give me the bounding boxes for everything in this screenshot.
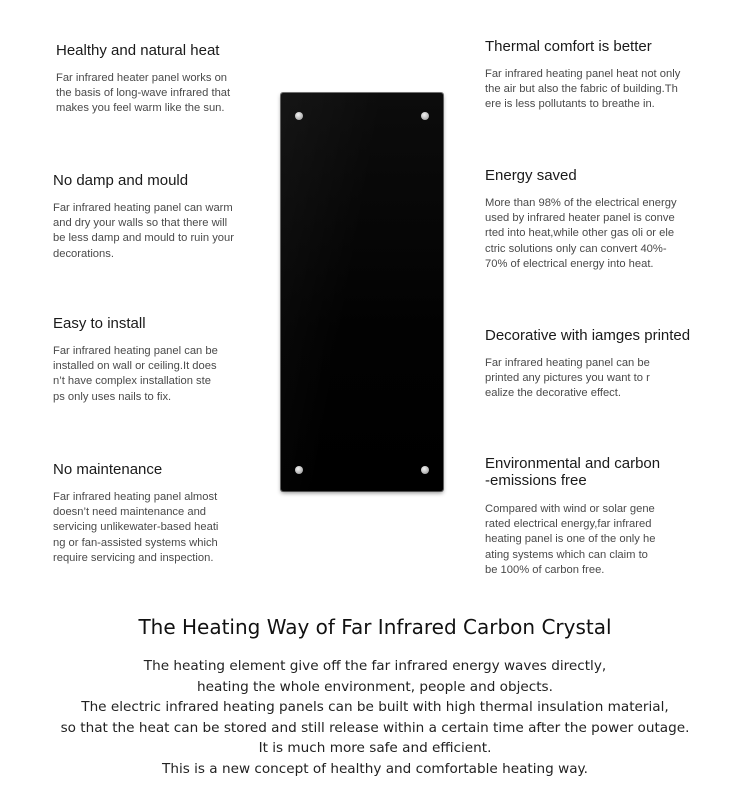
- feature-text: Far infrared heating panel heat not only the air but also the fabric of building.Th ere is less pollutants to breathe in.: [485, 68, 681, 111]
- feature-text: Far infrared heating panel can be printed any pictures you want to r ealize the decorative effect.: [485, 357, 650, 400]
- feature-title: Thermal comfort is better: [485, 38, 652, 55]
- description-line: heating the whole environment, people and objects.: [197, 678, 553, 695]
- screw-top-left: [295, 112, 303, 120]
- description-line: so that the heat can be stored and still release within a certain time after the power outage.: [60, 719, 690, 736]
- heating-panel-image: [281, 93, 443, 491]
- feature-title: Healthy and natural heat: [56, 42, 220, 59]
- feature-title: No maintenance: [53, 461, 163, 478]
- feature-decorative: [485, 327, 720, 402]
- section-heading: The Heating Way of Far Infrared Carbon Crystal: [138, 615, 612, 639]
- feature-text: Far infrared heating panel can warm and dry your walls so that there will be less damp and mould to ruin your decorations.: [53, 202, 234, 260]
- feature-no-damp: [53, 172, 268, 262]
- feature-title: Decorative with iamges printed: [485, 327, 691, 344]
- section-description: [0, 656, 750, 779]
- feature-text: Compared with wind or solar gene rated electrical energy,far infrared heating panel is one of the only he ating systems which can claim to be 100% of carbon free.: [485, 503, 656, 576]
- description-line: It is much more safe and efficient.: [258, 740, 492, 756]
- feature-text: Far infrared heating panel can be installed on wall or ceiling.It does n’t have complex installation ste ps only uses nails to fix.: [53, 345, 218, 403]
- feature-title: No damp and mould: [53, 172, 189, 189]
- feature-healthy-heat: [56, 42, 266, 117]
- screw-bottom-right: [421, 466, 429, 474]
- feature-no-maintenance: [53, 461, 268, 566]
- feature-thermal-comfort: [485, 38, 710, 113]
- screw-top-right: [421, 112, 429, 120]
- screw-bottom-left: [295, 466, 303, 474]
- feature-text: Far infrared heating panel almost doesn’t need maintenance and servicing unlikewater-based heati ng or fan-assisted systems which require servicing and inspection.: [53, 491, 219, 564]
- feature-easy-install: [53, 315, 268, 405]
- description-line: The electric infrared heating panels can be built with high thermal insulation material,: [81, 699, 669, 715]
- feature-energy-saved: [485, 167, 710, 272]
- description-line: This is a new concept of healthy and comfortable heating way.: [162, 760, 588, 777]
- description-line: The heating element give off the far infrared energy waves directly,: [143, 658, 607, 674]
- feature-title: Easy to install: [53, 315, 146, 332]
- feature-carbon-free: [485, 455, 710, 578]
- feature-title: Energy saved: [485, 167, 577, 184]
- feature-text: More than 98% of the electrical energy used by infrared heater panel is conve rted into heat,while other gas oli or ele ctric solutions only can convert 40%- 70% of electrical energy into heat.: [485, 197, 677, 270]
- feature-text: Far infrared heater panel works on the basis of long-wave infrared that makes you feel warm like the sun.: [56, 72, 231, 115]
- feature-title: Environmental and carbon -emissions free: [485, 455, 661, 489]
